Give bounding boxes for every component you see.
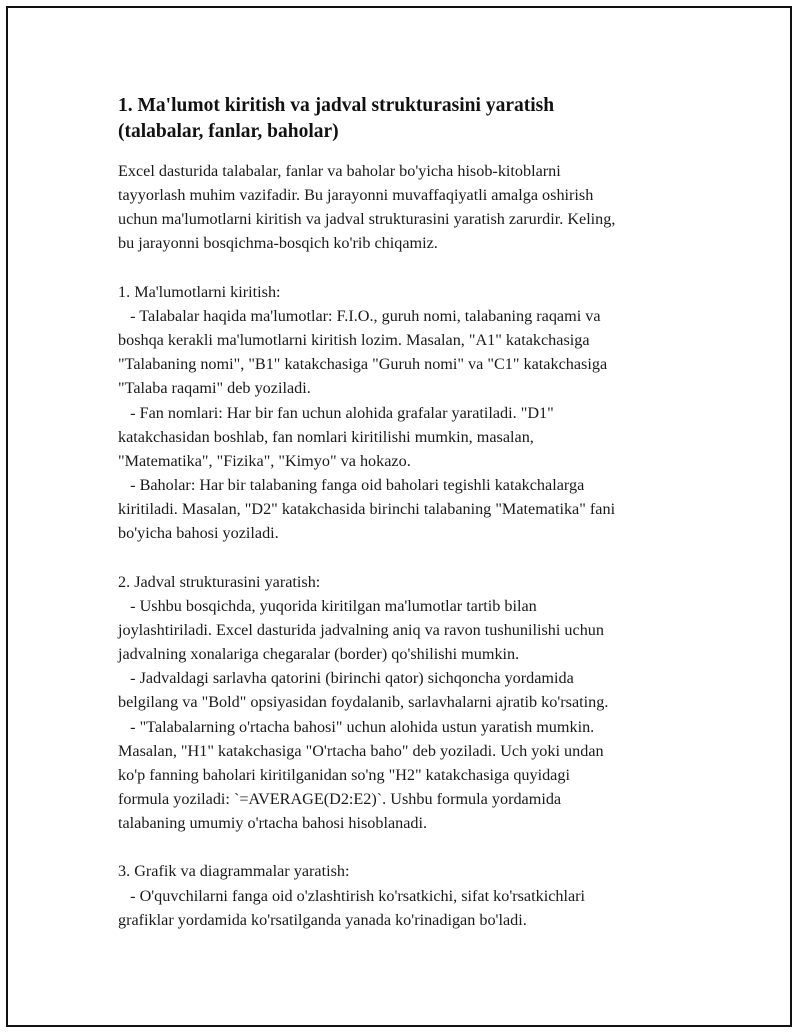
title-line: (talabalar, fanlar, baholar) [118,121,339,142]
section-table-structure [118,570,698,836]
text-line: bo'yicha bahosi yoziladi. [118,524,279,543]
text-line: "Talaba raqami" deb yoziladi. [118,379,311,398]
intro-paragraph [118,159,698,256]
text-line: 3. Grafik va diagrammalar yaratish: [118,862,350,881]
text-line: kiritiladi. Masalan, "D2" katakchasida birinchi talabaning "Matematika" fani [118,500,616,519]
text-line: - Ushbu bosqichda, yuqorida kiritilgan ma'lumotlar tartib bilan [118,596,537,615]
text-line: Masalan, "H1" katakchasiga "O'rtacha baho" deb yoziladi. Uch yoki undan [118,741,604,760]
text-line: formula yoziladi: `=AVERAGE(D2:E2)`. Ushbu formula yordamida [118,790,562,809]
text-line: - Fan nomlari: Har bir fan uchun alohida grafalar yaratiladi. "D1" [118,403,554,422]
title-line: 1. Ma'lumot kiritish va jadval strukturasini yaratish [118,95,555,116]
text-line: boshqa kerakli ma'lumotlarni kiritish lozim. Masalan, "A1" katakchasiga [118,331,590,350]
text-line: - O'quvchilarni fanga oid o'zlashtirish ko'rsatkichi, sifat ko'rsatkichlari [118,886,586,905]
text-line: ko'p fanning baholari kiritilganidan so'ng "H2" katakchasiga quyidagi [118,765,570,784]
section-charts [118,859,698,931]
document-title [118,93,698,145]
text-line: Excel dasturida talabalar, fanlar va baholar bo'yicha hisob-kitoblarni [118,162,561,180]
text-line: uchun ma'lumotlarni kiritish va jadval strukturasini yaratish zarurdir. Keling, [118,210,616,229]
paragraph-gap [118,256,698,280]
section-data-entry [118,280,698,546]
text-line: katakchasidan boshlab, fan nomlari kiritilishi mumkin, masalan, [118,427,534,446]
text-line: - "Talabalarning o'rtacha bahosi" uchun alohida ustun yaratish mumkin. [118,717,595,736]
text-line: 2. Jadval strukturasini yaratish: [118,572,321,591]
text-line: tayyorlash muhim vazifadir. Bu jarayonni muvaffaqiyatli amalga oshirish [118,186,594,205]
text-line: 1. Ma'lumotlarni kiritish: [118,282,281,301]
text-line: jadvalning xonalariga chegaralar (border) qo'shilishi mumkin. [118,645,520,664]
text-line: joylashtiriladi. Excel dasturida jadvalning aniq va ravon tushunilishi uchun [118,620,604,639]
text-line: "Talabaning nomi", "B1" katakchasiga "Guruh nomi" va "C1" katakchasiga [118,355,608,374]
paragraph-gap [118,835,698,859]
text-line: - Baholar: Har bir talabaning fanga oid baholari tegishli katakchalarga [118,476,585,495]
document-body [118,93,698,932]
text-line: - Jadvaldagi sarlavha qatorini (birinchi qator) sichqoncha yordamida [118,669,574,688]
text-line: grafiklar yordamida ko'rsatilganda yanada ko'rinadigan bo'ladi. [118,910,527,929]
text-line: talabaning umumiy o'rtacha bahosi hisoblanadi. [118,814,428,833]
paragraph-gap [118,545,698,569]
text-line: - Talabalar haqida ma'lumotlar: F.I.O., guruh nomi, talabaning raqami va [118,306,601,325]
text-line: belgilang va "Bold" opsiyasidan foydalanib, sarlavhalarni ajratib ko'rsating. [118,693,609,712]
text-line: "Matematika", "Fizika", "Kimyo" va hokazo. [118,451,411,470]
text-line: bu jarayonni bosqichma-bosqich ko'rib chiqamiz. [118,234,438,253]
